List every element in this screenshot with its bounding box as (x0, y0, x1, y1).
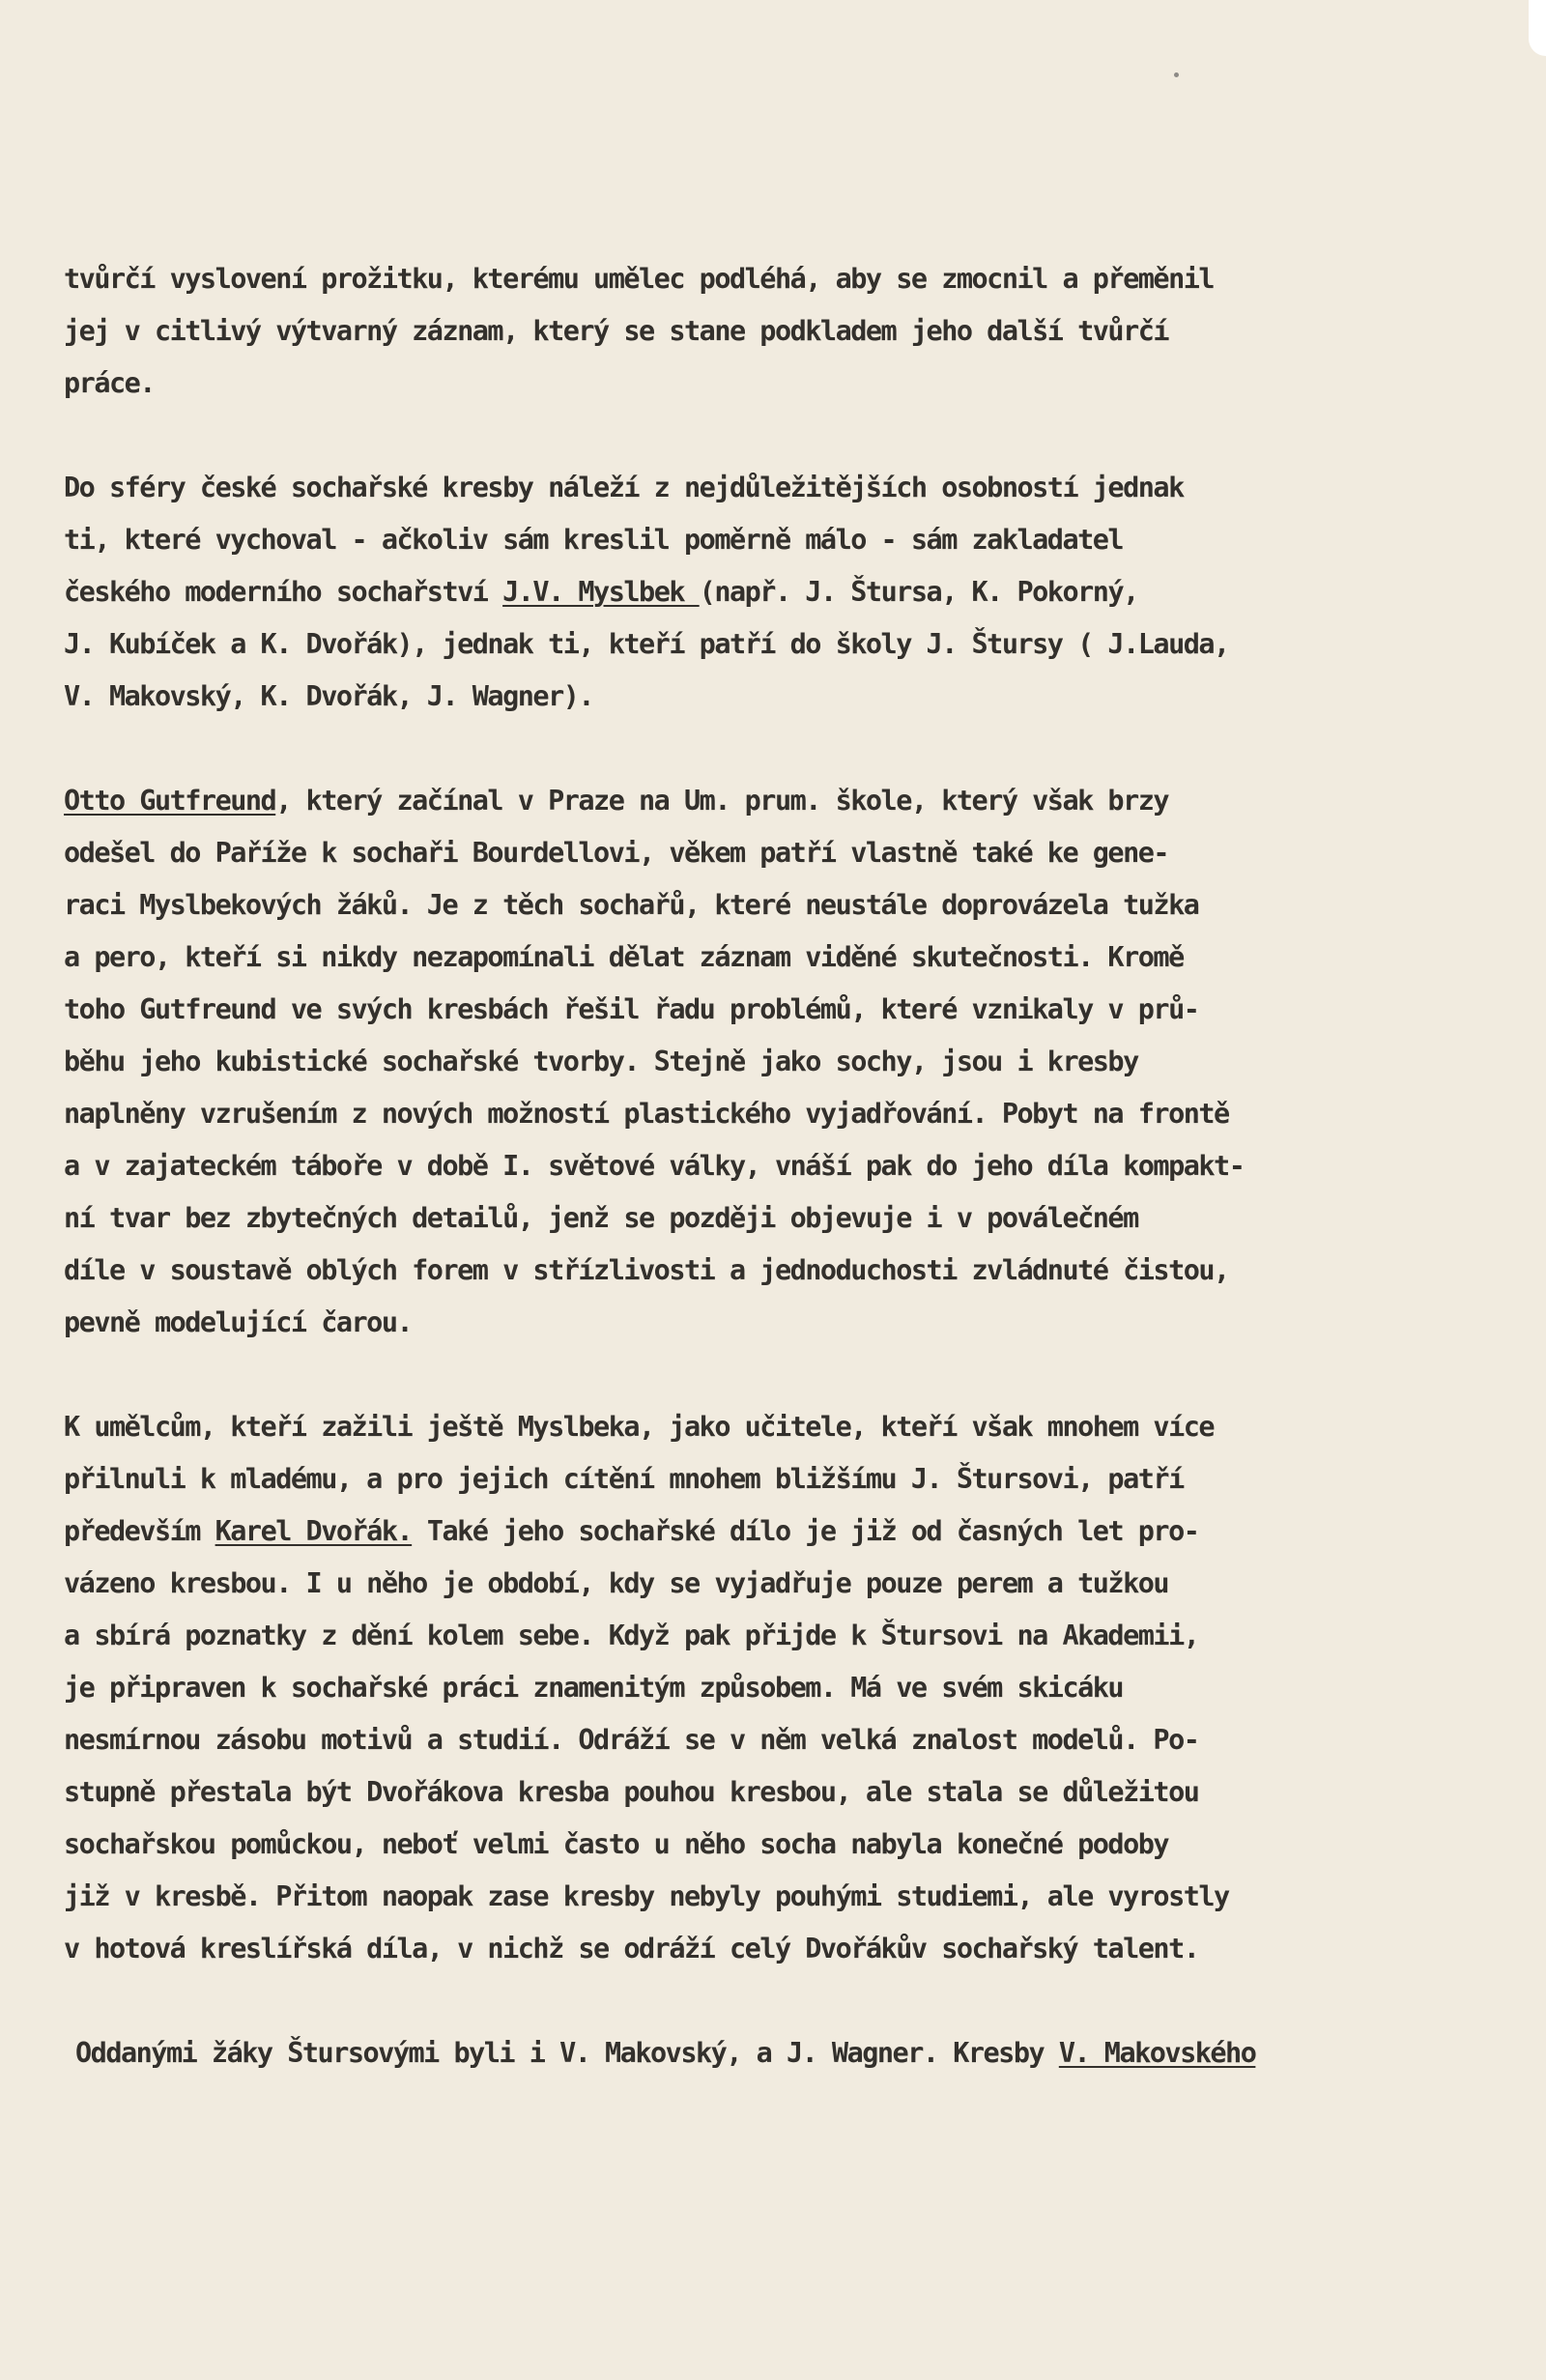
text-line (64, 566, 1455, 618)
text-run: ní tvar bez zbytečných detailů, jenž se později objevuje i v poválečném (64, 1202, 1138, 1234)
typewritten-text (64, 253, 1455, 2079)
paragraph-1 (64, 253, 1455, 410)
text-line (64, 514, 1455, 566)
paragraph-2 (64, 462, 1455, 723)
text-line (64, 1766, 1455, 1819)
text-line (64, 305, 1455, 358)
text-line (64, 1714, 1455, 1766)
text-line (64, 253, 1455, 305)
text-run: Oddanými žáky Štursovými byli i V. Makovský, a J. Wagner. Kresby (75, 2037, 1059, 2069)
text-run: tvůrčí vyslovení prožitku, kterému umělec podléhá, aby se zmocnil a přeměnil (64, 263, 1215, 295)
text-run: již v kresbě. Přitom naopak zase kresby nebyly pouhými studiemi, ale vyrostly (64, 1880, 1229, 1912)
text-line (64, 1192, 1455, 1245)
torn-paper-edge (1529, 0, 1546, 56)
text-run: V. Makovský, K. Dvořák, J. Wagner). (64, 680, 594, 712)
text-line (64, 1871, 1455, 1923)
text-run: je připraven k sochařské práci znamenitým způsobem. Má ve svém skicáku (64, 1672, 1124, 1704)
text-run: raci Myslbekových žáků. Je z těch sochařů, které neustále doprovázela tužka (64, 889, 1199, 921)
text-line (64, 1505, 1455, 1558)
text-run: , který začínal v Praze na Um. prum. škole, který však brzy (275, 785, 1169, 817)
text-line (64, 1662, 1455, 1714)
text-run: českého moderního sochařství (64, 576, 503, 608)
paragraph-4 (64, 1401, 1455, 1975)
text-run: a sbírá poznatky z dění kolem sebe. Když pak přijde k Štursovi na Akademii, (64, 1620, 1199, 1651)
text-line (64, 671, 1455, 723)
text-run: díle v soustavě oblých forem v střízlivosti a jednoduchosti zvládnuté čistou, (64, 1254, 1229, 1286)
text-run: a v zajateckém táboře v době I. světové války, vnáší pak do jeho díla kompakt- (64, 1150, 1245, 1182)
text-run: přilnuli k mladému, a pro jejich cítění mnohem bližšímu J. Štursovi, patří (64, 1463, 1184, 1495)
paragraph-3 (64, 775, 1455, 1349)
text-line (64, 932, 1455, 984)
text-line (64, 1036, 1455, 1088)
text-line (64, 618, 1455, 671)
text-run: stupně přestala být Dvořákova kresba pouhou kresbou, ale stala se důležitou (64, 1776, 1199, 1808)
text-line (64, 1923, 1455, 1975)
text-line (64, 984, 1455, 1036)
text-line (64, 775, 1455, 827)
text-line (64, 1819, 1455, 1871)
text-run: a pero, kteří si nikdy nezapomínali dělat záznam viděné skutečnosti. Kromě (64, 941, 1184, 973)
text-run: Do sféry české sochařské kresby náleží z nejdůležitějších osobností jednak (64, 472, 1184, 503)
text-run: vázeno kresbou. I u něho je období, kdy se vyjadřuje pouze perem a tužkou (64, 1567, 1169, 1599)
underlined-name: Karel Dvořák. (215, 1515, 413, 1547)
text-line (75, 2027, 1455, 2079)
ink-speck (1174, 72, 1179, 77)
text-run: sochařskou pomůckou, neboť velmi často u něho socha nabyla konečné podoby (64, 1828, 1169, 1860)
text-run: odešel do Paříže k sochaři Bourdellovi, věkem patří vlastně také ke gene- (64, 837, 1169, 869)
text-run: nesmírnou zásobu motivů a studií. Odráží se v něm velká znalost modelů. Po- (64, 1724, 1199, 1756)
text-line (64, 1245, 1455, 1297)
text-run: (např. J. Štursa, K. Pokorný, (699, 576, 1138, 608)
text-line (64, 358, 1455, 410)
text-run: v hotová kreslířská díla, v nichž se odráží celý Dvořákův sochařský talent. (64, 1933, 1199, 1964)
text-run: K umělcům, kteří zažili ještě Myslbeka, jako učitele, kteří však mnohem více (64, 1411, 1215, 1443)
text-run: pevně modelující čarou. (64, 1306, 413, 1338)
text-run: práce. (64, 367, 155, 399)
text-run: Také jeho sochařské dílo je již od časných let pro- (412, 1515, 1199, 1547)
text-line (64, 1610, 1455, 1662)
text-line (64, 462, 1455, 514)
underlined-name: Otto Gutfreund (64, 785, 276, 817)
text-run: běhu jeho kubistické sochařské tvorby. Stejně jako sochy, jsou i kresby (64, 1046, 1138, 1077)
text-line (64, 1401, 1455, 1453)
paragraph-5 (64, 2027, 1455, 2079)
text-line (64, 879, 1455, 932)
text-line (64, 1140, 1455, 1192)
underlined-name: J.V. Myslbek (502, 576, 700, 608)
text-run: především (64, 1515, 215, 1547)
text-line (64, 1088, 1455, 1140)
text-run: naplněny vzrušením z nových možností plastického vyjadřování. Pobyt na frontě (64, 1098, 1229, 1130)
text-run: toho Gutfreund ve svých kresbách řešil řadu problémů, které vznikaly v prů- (64, 993, 1199, 1025)
text-run: J. Kubíček a K. Dvořák), jednak ti, kteří patří do školy J. Štursy ( J.Lauda, (64, 628, 1229, 660)
underlined-name: V. Makovského (1058, 2037, 1256, 2069)
text-line (64, 827, 1455, 879)
text-run: ti, které vychoval - ačkoliv sám kreslil poměrně málo - sám zakladatel (64, 524, 1124, 556)
text-run: jej v citlivý výtvarný záznam, který se stane podkladem jeho další tvůrčí (64, 315, 1169, 347)
text-line (64, 1453, 1455, 1505)
text-line (64, 1558, 1455, 1610)
text-line (64, 1297, 1455, 1349)
